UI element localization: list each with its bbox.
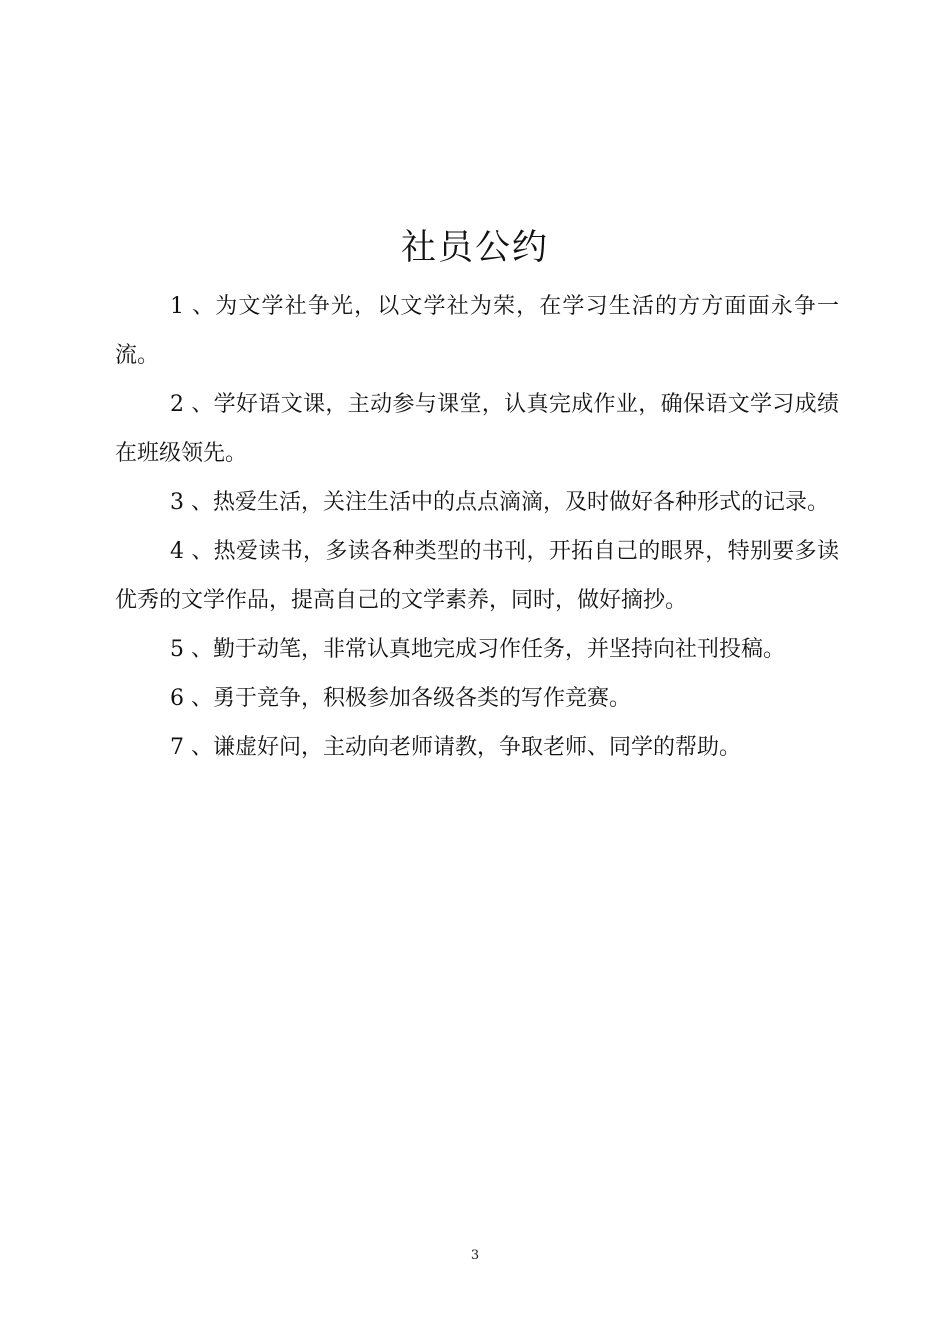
- rule-item-5: 5 、勤于动笔，非常认真地完成习作任务，并坚持向社刊投稿。: [170, 637, 785, 662]
- rule-item-7: 7 、谦虚好问，主动向老师请教，争取老师、同学的帮助。: [170, 735, 741, 760]
- rules-list: [115, 282, 839, 772]
- rule-item-3: 3 、热爱生活，关注生活中的点点滴滴，及时做好各种形式的记录。: [170, 490, 829, 515]
- page-number: 3: [470, 1248, 480, 1263]
- page-title: 社员公约: [400, 228, 549, 268]
- rule-item-4: 4 、热爱读书，多读各种类型的书刊，开拓自己的眼界，特别要多读优秀的文学作品，提高自己的文学素养，同时，做好摘抄。: [115, 539, 839, 613]
- rule-item-2: 2 、学好语文课，主动参与课堂，认真完成作业，确保语文学习成绩在班级领先。: [115, 392, 839, 466]
- rule-item-6: 6 、勇于竞争，积极参加各级各类的写作竞赛。: [170, 686, 631, 711]
- rule-item-1: 1 、为文学社争光，以文学社为荣，在学习生活的方方面面永争一流。: [115, 294, 839, 368]
